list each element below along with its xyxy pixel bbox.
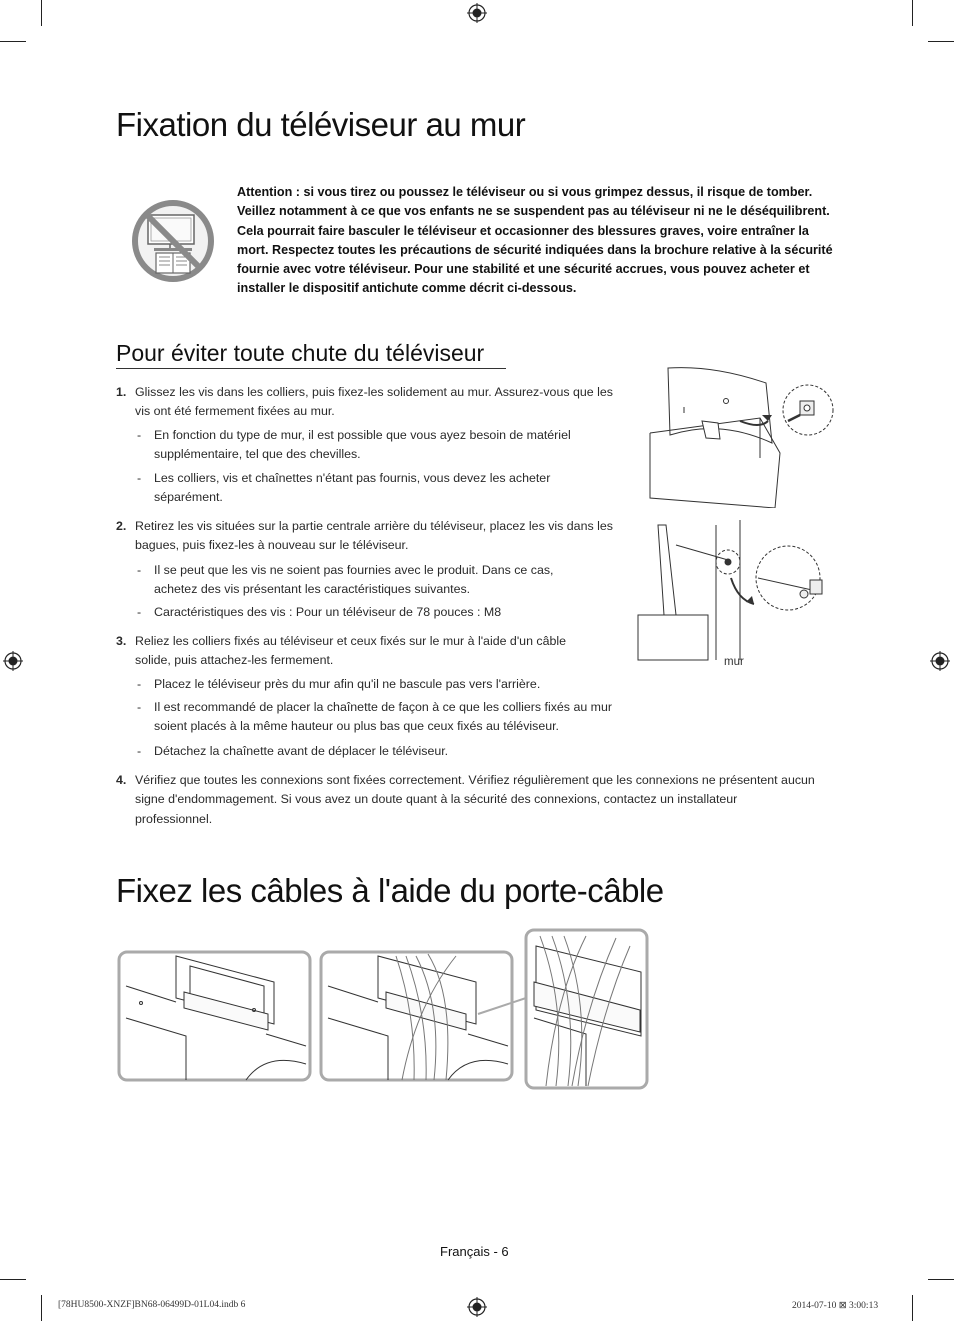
registration-mark-icon [930, 651, 950, 671]
dash-bullet: - [137, 428, 142, 442]
step-text: Reliez les colliers fixés au téléviseur et ceux fixés sur le mur à l'aide d'un câble solide, puis attachez-les fermement. [135, 634, 567, 668]
tv-bracket-illustration [640, 363, 840, 508]
step-item [116, 632, 596, 671]
sub-note [137, 742, 627, 761]
crop-mark [41, 0, 42, 26]
dash-bullet: - [137, 744, 142, 758]
crop-mark [928, 41, 954, 42]
dash-bullet: - [137, 605, 142, 619]
crop-mark [912, 0, 913, 26]
cable-holder-illustration [116, 926, 652, 1094]
wall-label: mur [724, 656, 744, 668]
sub-note [137, 675, 627, 694]
sub-note-text: Caractéristiques des vis : Pour un téléviseur de 78 pouces : M8 [154, 605, 502, 619]
crop-mark [912, 1295, 913, 1321]
crop-mark [928, 1279, 954, 1280]
safety-warning-text: Attention : si vous tirez ou poussez le téléviseur ou si vous grimpez dessus, il risque de tomber. Veillez notamment à ce que vos enfants ne se suspendent pas au téléviseur ni ne le déséquilibrent. Cela pourrait faire basculer le téléviseur et occasionner des blessures graves, voire entraîner la mort. Respectez toutes les précautions de sécurité indiquées dans la brochure relative à la sécurité fournie avec votre téléviseur. Pour une stabilité et une sécurité accrues, vous pouvez acheter et installer le dispositif antichute comme décrit ci-dessous. [237, 185, 833, 296]
crop-mark [41, 1295, 42, 1321]
step-number: 4. [116, 773, 127, 787]
sub-note-text: En fonction du type de mur, il est possible que vous ayez besoin de matériel supplémentaire, tel que des chevilles. [154, 428, 571, 462]
print-file-info: [78HU8500-XNZF]BN68-06499D-01L04.indb 6 [58, 1300, 246, 1310]
sub-note-text: Les colliers, vis et chaînettes n'étant pas fournis, vous devez les acheter séparément. [154, 471, 551, 505]
registration-mark-icon [3, 651, 23, 671]
print-datetime: 2014-07-10 ⊠ 3:00:13 [792, 1301, 879, 1311]
tv-wall-cable-illustration [636, 520, 846, 670]
dash-bullet: - [137, 471, 142, 485]
sub-note-text: Détachez la chaînette avant de déplacer le téléviseur. [154, 744, 449, 758]
step-item [116, 771, 816, 829]
section-subtitle: Pour éviter toute chute du téléviseur [116, 340, 506, 369]
step-number: 2. [116, 519, 127, 533]
registration-mark-icon [467, 1297, 487, 1317]
sub-note [137, 603, 612, 622]
sub-note [137, 561, 592, 600]
sub-note-text: Il se peut que les vis ne soient pas fournies avec le produit. Dans ce cas, achetez des vis présentant les caractéristiques suivantes. [154, 563, 554, 597]
step-number: 1. [116, 385, 127, 399]
dash-bullet: - [137, 700, 142, 714]
crop-mark [0, 41, 26, 42]
step-item [116, 383, 616, 422]
page-number: Français - 6 [440, 1244, 509, 1259]
section-title: Fixez les câbles à l'aide du porte-câble [116, 872, 664, 909]
step-text: Glissez les vis dans les colliers, puis fixez-les solidement au mur. Assurez-vous que les vis ont été fermement fixées au mur. [135, 385, 613, 419]
step-text: Retirez les vis situées sur la partie centrale arrière du téléviseur, placez les vis dans les bagues, puis fixez-les à nouveau sur le téléviseur. [135, 519, 613, 553]
dash-bullet: - [137, 677, 142, 691]
step-item [116, 517, 616, 556]
sub-note-text: Placez le téléviseur près du mur afin qu'il ne bascule pas vers l'arrière. [154, 677, 541, 691]
dash-bullet: - [137, 563, 142, 577]
crop-mark [0, 1279, 26, 1280]
step-number: 3. [116, 634, 127, 648]
sub-note [137, 698, 637, 737]
no-climbing-warning-icon [130, 198, 216, 284]
page-title: Fixation du téléviseur au mur [116, 106, 526, 143]
sub-note-text: Il est recommandé de placer la chaînette de façon à ce que les colliers fixés au mur soient placés à la même hauteur ou plus bas que ceux fixés au téléviseur. [154, 700, 613, 734]
sub-note [137, 426, 612, 465]
step-text: Vérifiez que toutes les connexions sont fixées correctement. Vérifiez régulièrement que les connexions ne présentent aucun signe d'endommagement. Si vous avez un doute quant à la sécurité des connexions, contactez un installateur professionnel. [135, 773, 815, 826]
registration-mark-icon [467, 3, 487, 23]
sub-note [137, 469, 612, 508]
